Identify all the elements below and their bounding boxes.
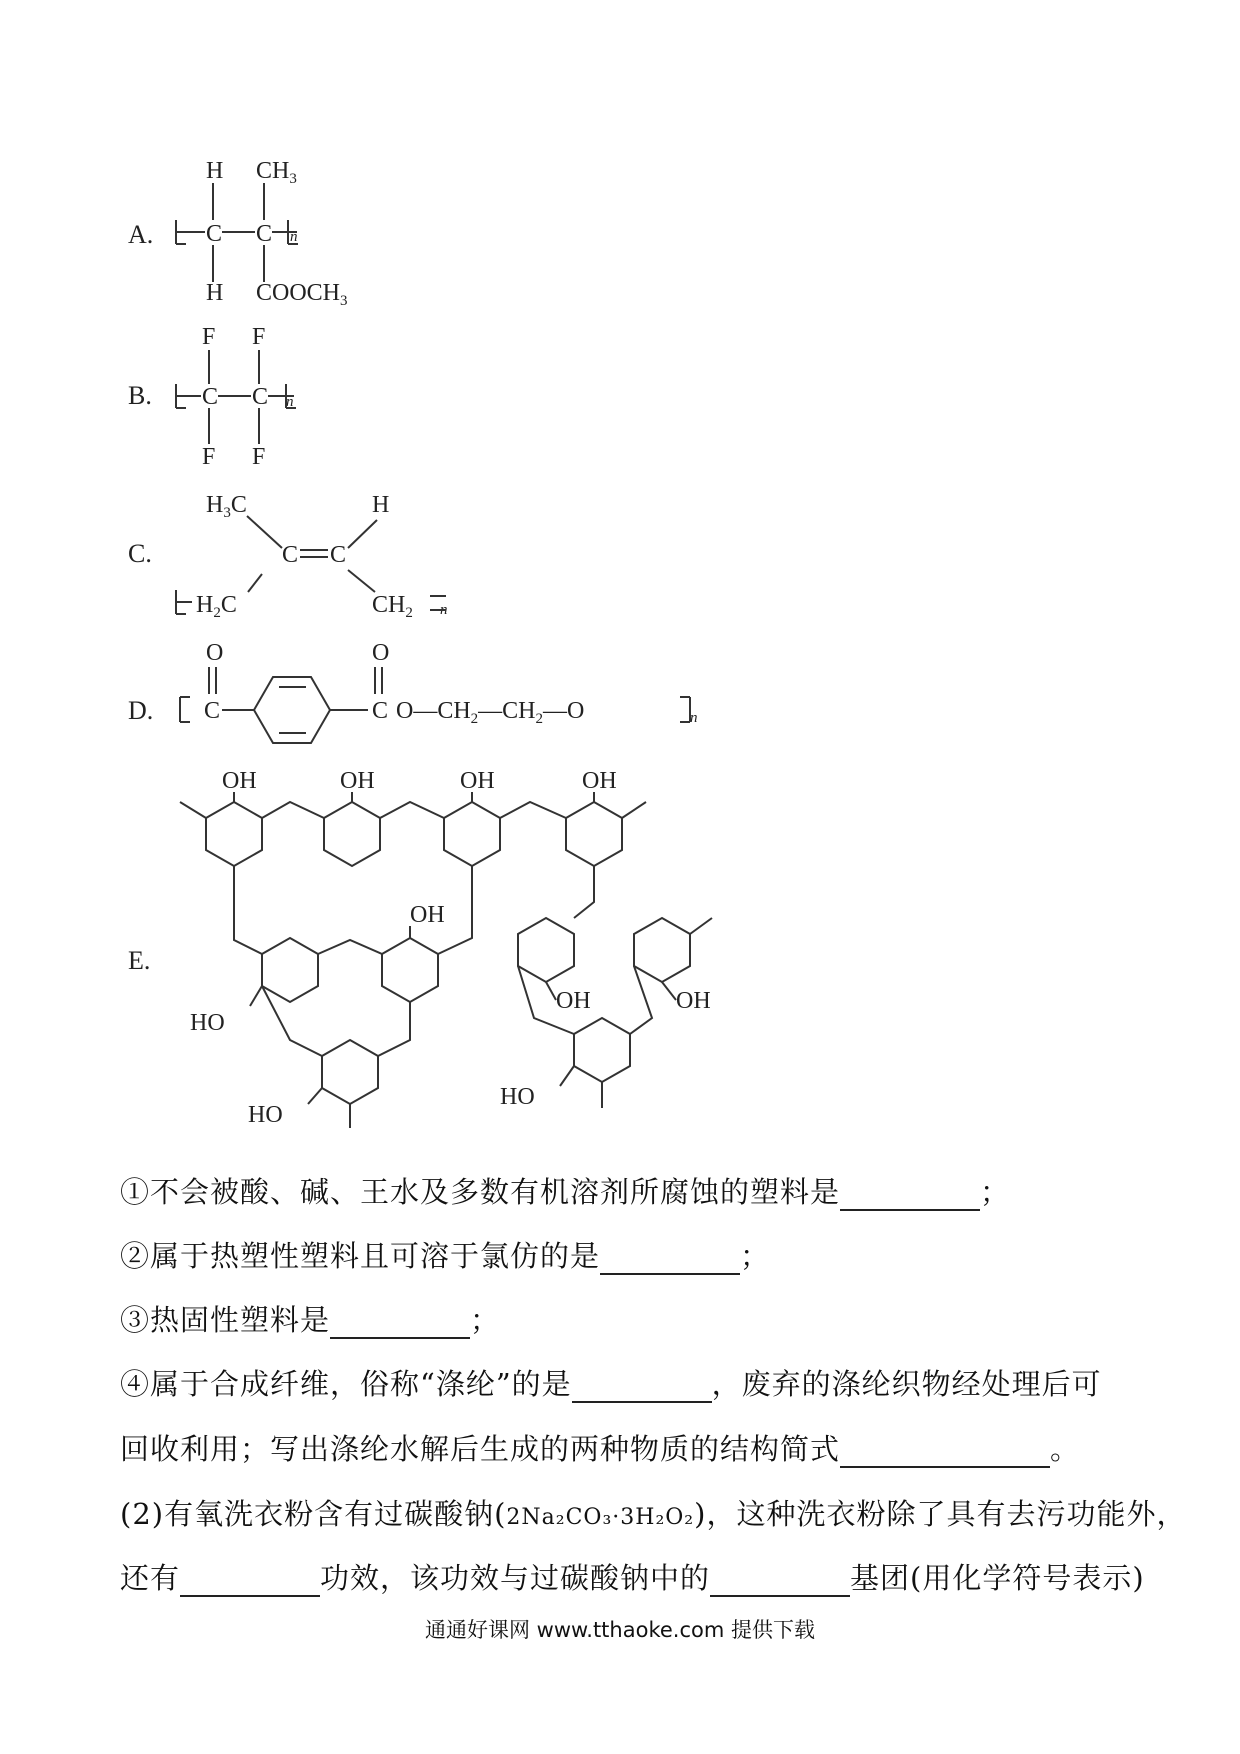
oh-group: OH [460, 768, 495, 794]
option-c-bonds [176, 516, 446, 614]
option-d-label: D. [128, 696, 154, 725]
repeat-n: n [690, 710, 698, 726]
atom-c: C [204, 698, 221, 724]
atom-c: C [252, 384, 269, 410]
answer-blank[interactable] [180, 1567, 320, 1597]
oh-group: OH [582, 768, 617, 794]
formula: 2Na₂CO₃·3H₂O₂ [506, 1505, 695, 1530]
question-4: ④属于合成纤维，俗称“涤纶”的是 ，废弃的涤纶织物经处理后可 [120, 1367, 1102, 1401]
repeat-n: n [440, 602, 448, 618]
question-3: ③热固性塑料是 ； [120, 1303, 501, 1337]
answer-blank[interactable] [710, 1567, 850, 1597]
atom-c: C [282, 542, 299, 568]
atom-f: F [252, 324, 266, 350]
answer-blank[interactable] [572, 1373, 712, 1403]
option-a-label: A. [128, 220, 154, 249]
atom-c: C [202, 384, 219, 410]
atom-h: H [372, 492, 390, 518]
atom-ch3: $CH_3$ [256, 158, 297, 187]
ho-group: HO [500, 1084, 535, 1110]
option-b-label: B. [128, 381, 152, 410]
repeat-n: n [286, 394, 294, 410]
question-2: ②属于热塑性塑料且可溶于氯仿的是 ； [120, 1239, 771, 1273]
option-c-label: C. [128, 539, 152, 568]
atom-c: C [206, 221, 223, 247]
answer-blank[interactable] [600, 1245, 740, 1275]
oh-group: OH [340, 768, 375, 794]
oh-group: OH [676, 988, 711, 1014]
atom-c: C [372, 698, 389, 724]
option-a-bonds [176, 183, 298, 282]
option-b-bonds [176, 350, 296, 444]
question-1: ①不会被酸、碱、王水及多数有机溶剂所腐蚀的塑料是 ； [120, 1175, 1011, 1209]
question-4-continued: 回收利用；写出涤纶水解后生成的两种物质的结构简式 。 [120, 1432, 1081, 1466]
atom-h3c: $H_3C$ [206, 492, 247, 521]
chain-text: $O—CH_2—CH_2—O$ [396, 698, 585, 727]
answer-blank[interactable] [330, 1309, 470, 1339]
option-e-label: E. [128, 946, 151, 975]
oh-group: OH [556, 988, 591, 1014]
atom-o: O [372, 640, 390, 666]
atom-h: H [206, 158, 224, 184]
repeat-n: n [290, 229, 298, 245]
atom-cooch3: $COOCH_3$ [256, 280, 348, 309]
atom-f: F [202, 444, 216, 470]
ho-group: HO [248, 1102, 283, 1128]
atom-f: F [202, 324, 216, 350]
question-5: (2)有氧洗衣粉含有过碳酸钠(2Na₂CO₃·3H₂O₂)，这种洗衣粉除了具有去污功能外， [120, 1497, 1187, 1531]
footer-watermark: 通通好课网 www.tthaoke.com 提供下载 [425, 1618, 815, 1642]
atom-h2c: $H_2C$ [196, 592, 237, 621]
atom-c: C [256, 221, 273, 247]
atom-c: C [330, 542, 347, 568]
answer-blank[interactable] [840, 1438, 1050, 1468]
atom-h: H [206, 280, 224, 306]
atom-ch2: $CH_2$ [372, 592, 413, 621]
atom-f: F [252, 444, 266, 470]
ho-group: HO [190, 1010, 225, 1036]
atom-o: O [206, 640, 224, 666]
answer-blank[interactable] [840, 1181, 980, 1211]
option-e-network [180, 792, 712, 1128]
oh-group: OH [222, 768, 257, 794]
question-5-continued: 还有 功效，该功效与过碳酸钠中的 基团(用化学符号表示) [120, 1561, 1145, 1595]
oh-group: OH [410, 902, 445, 928]
